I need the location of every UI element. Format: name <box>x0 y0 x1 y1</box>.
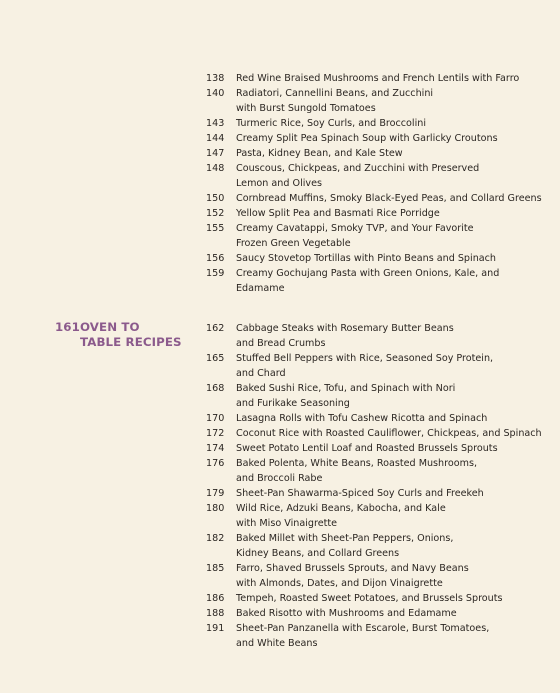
page-number: 182 <box>206 533 225 544</box>
page-number: 148 <box>206 163 225 174</box>
recipe-title: Saucy Stovetop Tortillas with Pinto Beans and Spinach <box>236 253 497 264</box>
toc-entry <box>0 131 560 146</box>
recipe-title: Farro, Shaved Brussels Sprouts, and Navy Beans with Almonds, Dates, and Dijon Vinaigrette <box>236 563 469 589</box>
recipe-title: Wild Rice, Adzuki Beans, Kabocha, and Kale with Miso Vinaigrette <box>236 503 446 529</box>
page-number: 156 <box>206 253 225 264</box>
recipe-title: Cornbread Muffins, Smoky Black-Eyed Peas, and Collard Greens <box>236 193 542 204</box>
toc-entry <box>0 561 560 591</box>
recipe-title: Radiatori, Cannellini Beans, and Zucchini with Burst Sungold Tomatoes <box>236 88 434 114</box>
page-number: 179 <box>206 488 225 499</box>
recipe-title: Coconut Rice with Roasted Cauliflower, Chickpeas, and Spinach <box>236 428 542 439</box>
toc-entry <box>0 71 560 86</box>
section-page-number: 161 <box>55 320 80 334</box>
recipe-title: Tempeh, Roasted Sweet Potatoes, and Brussels Sprouts <box>236 593 503 604</box>
page-number: 180 <box>206 503 225 514</box>
page-number: 155 <box>206 223 225 234</box>
recipe-title: Baked Polenta, White Beans, Roasted Mushrooms, and Broccoli Rabe <box>236 458 477 484</box>
section-title-line2: TABLE RECIPES <box>80 335 182 349</box>
toc-entry <box>0 251 560 266</box>
toc-entry <box>0 191 560 206</box>
toc-entry <box>0 116 560 131</box>
recipe-title: Yellow Split Pea and Basmati Rice Porridge <box>236 208 440 219</box>
page-number: 140 <box>206 88 225 99</box>
toc-entry <box>0 531 560 561</box>
page-number: 174 <box>206 443 225 454</box>
recipe-title: Red Wine Braised Mushrooms and French Lentils with Farro <box>236 73 520 84</box>
recipe-title: Baked Risotto with Mushrooms and Edamame <box>236 608 457 619</box>
toc-section-stovetop <box>0 71 560 296</box>
page-number: 143 <box>206 118 225 129</box>
recipe-title: Creamy Cavatappi, Smoky TVP, and Your Favorite Frozen Green Vegetable <box>236 223 474 249</box>
toc-entry <box>0 86 560 116</box>
page-number: 176 <box>206 458 225 469</box>
toc-entry <box>0 486 560 501</box>
recipe-title: Creamy Gochujang Pasta with Green Onions, Kale, and Edamame <box>236 268 500 294</box>
page-number: 185 <box>206 563 225 574</box>
page-number: 138 <box>206 73 225 84</box>
page-number: 144 <box>206 133 225 144</box>
toc-entry <box>0 321 560 351</box>
recipe-title: Pasta, Kidney Bean, and Kale Stew <box>236 148 403 159</box>
page-number: 152 <box>206 208 225 219</box>
toc-entry <box>0 426 560 441</box>
page-number: 150 <box>206 193 225 204</box>
toc-entry <box>0 441 560 456</box>
toc-entry <box>0 621 560 651</box>
toc-entry <box>0 161 560 191</box>
toc-entry <box>0 146 560 161</box>
page-number: 168 <box>206 383 225 394</box>
recipe-title: Cabbage Steaks with Rosemary Butter Beans and Bread Crumbs <box>236 323 454 349</box>
page-number: 165 <box>206 353 225 364</box>
toc-entry <box>0 266 560 296</box>
page-number: 159 <box>206 268 225 279</box>
toc-section-oven-to-table <box>0 321 560 651</box>
page-number: 191 <box>206 623 225 634</box>
toc-entry <box>0 221 560 251</box>
toc-entry <box>0 351 560 381</box>
page-number: 162 <box>206 323 225 334</box>
toc-entry <box>0 206 560 221</box>
page-number: 188 <box>206 608 225 619</box>
toc-entry <box>0 606 560 621</box>
recipe-title: Stuffed Bell Peppers with Rice, Seasoned Soy Protein, and Chard <box>236 353 494 379</box>
toc-entry <box>0 381 560 411</box>
recipe-title: Baked Sushi Rice, Tofu, and Spinach with Nori and Furikake Seasoning <box>236 383 456 409</box>
recipe-title: Lasagna Rolls with Tofu Cashew Ricotta and Spinach <box>236 413 488 424</box>
page-number: 172 <box>206 428 225 439</box>
recipe-title: Sheet-Pan Shawarma-Spiced Soy Curls and Freekeh <box>236 488 484 499</box>
page-number: 170 <box>206 413 225 424</box>
recipe-title: Couscous, Chickpeas, and Zucchini with Preserved Lemon and Olives <box>236 163 480 189</box>
toc-entry <box>0 411 560 426</box>
section-title-line1: OVEN TO <box>80 320 140 334</box>
toc-entry <box>0 591 560 606</box>
recipe-title: Sweet Potato Lentil Loaf and Roasted Brussels Sprouts <box>236 443 498 454</box>
toc-entry <box>0 501 560 531</box>
recipe-title: Creamy Split Pea Spinach Soup with Garlicky Croutons <box>236 133 498 144</box>
recipe-title: Turmeric Rice, Soy Curls, and Broccolini <box>236 118 427 129</box>
recipe-title: Sheet-Pan Panzanella with Escarole, Burst Tomatoes, and White Beans <box>236 623 490 649</box>
toc-entry <box>0 456 560 486</box>
recipe-title: Baked Millet with Sheet-Pan Peppers, Onions, Kidney Beans, and Collard Greens <box>236 533 454 559</box>
page-number: 147 <box>206 148 225 159</box>
page-number: 186 <box>206 593 225 604</box>
